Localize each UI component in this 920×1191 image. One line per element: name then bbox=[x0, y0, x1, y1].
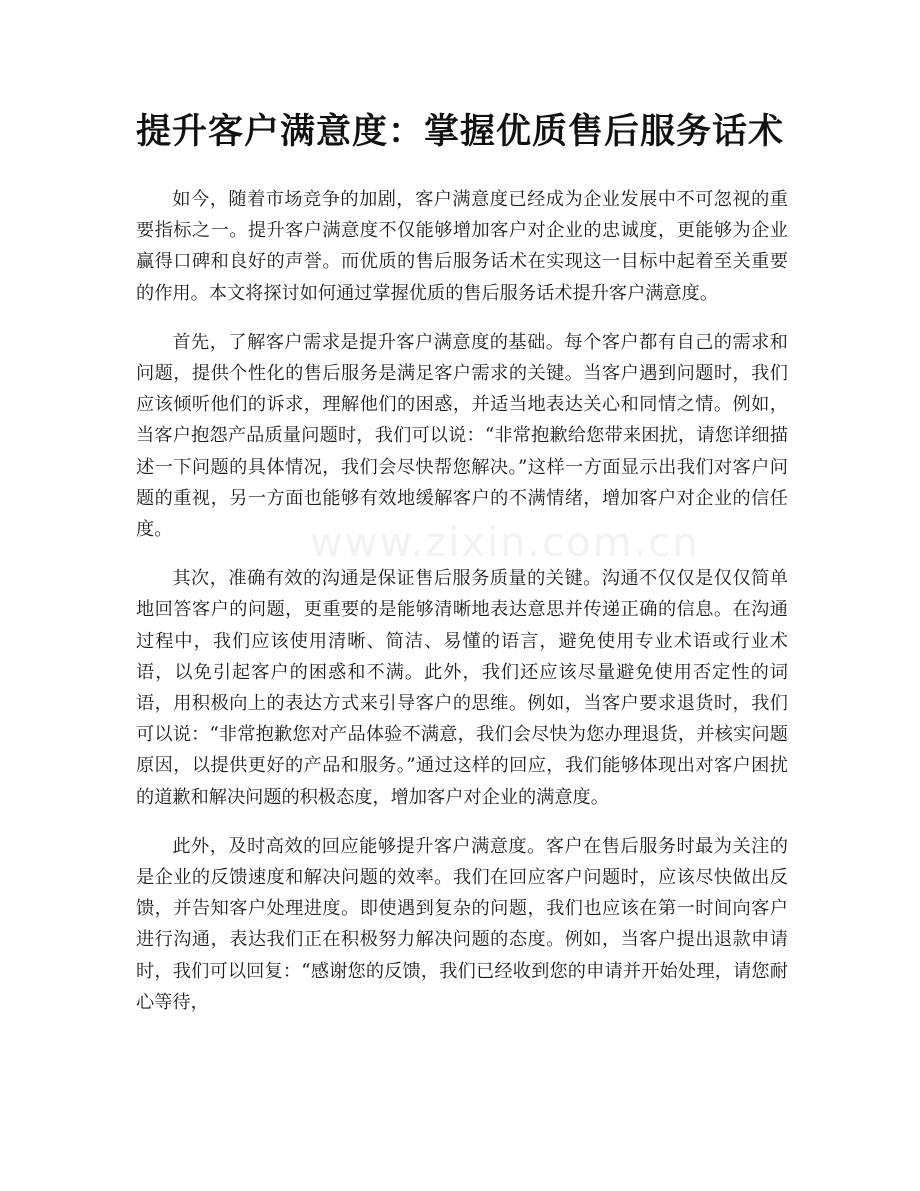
paragraph-intro: 如今，随着市场竞争的加剧，客户满意度已经成为企业发展中不可忽视的重要指标之一。提升客户满意度不仅能够增加客户对企业的忠诚度，更能够为企业赢得口碑和良好的声誉。而优质的售后服务话术在实现这一目标中起着至关重要的作用。本文将探讨如何通过掌握优质的售后服务话术提升客户满意度。 bbox=[136, 189, 788, 304]
document-body bbox=[136, 184, 788, 1036]
paragraph-timely-response: 此外，及时高效的回应能够提升客户满意度。客户在售后服务时最为关注的是企业的反馈速度和解决问题的效率。我们在回应客户问题时，应该尽快做出反馈，并告知客户处理进度。即使遇到复杂的问题，我们也应该在第一时间向客户进行沟通，表达我们正在积极努力解决问题的态度。例如，当客户提出退款申请时，我们可以回复：“感谢您的反馈，我们已经收到您的申请并开始处理，请您耐心等待， bbox=[136, 835, 788, 1013]
paragraph-customer-needs: 首先，了解客户需求是提升客户满意度的基础。每个客户都有自己的需求和问题，提供个性化的售后服务是满足客户需求的关键。当客户遇到问题时，我们应该倾听他们的诉求，理解他们的困惑，并适当地表达关心和同情之情。例如，当客户抱怨产品质量问题时，我们可以说：“非常抱歉给您带来困扰，请您详细描述一下问题的具体情况，我们会尽快帮您解决。”这样一方面显示出我们对客户问题的重视，另一方面也能够有效地缓解客户的不满情绪，增加客户对企业的信任度。 bbox=[136, 331, 788, 541]
watermark: www.zixin.com.cn bbox=[310, 520, 700, 566]
page-title: 提升客户满意度：掌握优质售后服务话术 bbox=[135, 112, 784, 152]
paragraph-communication: 其次，准确有效的沟通是保证售后服务质量的关键。沟通不仅仅是仅仅简单地回答客户的问题，更重要的是能够清晰地表达意思并传递正确的信息。在沟通过程中，我们应该使用清晰、简洁、易懂的语言，避免使用专业术语或行业术语，以免引起客户的困惑和不满。此外，我们还应该尽量避免使用否定性的词语，用积极向上的表达方式来引导客户的思维。例如，当客户要求退货时，我们可以说：“非常抱歉您对产品体验不满意，我们会尽快为您办理退货，并核实问题原因，以提供更好的产品和服务。”通过这样的回应，我们能够体现出对客户困扰的道歉和解决问题的积极态度，增加客户对企业的满意度。 bbox=[136, 568, 788, 808]
